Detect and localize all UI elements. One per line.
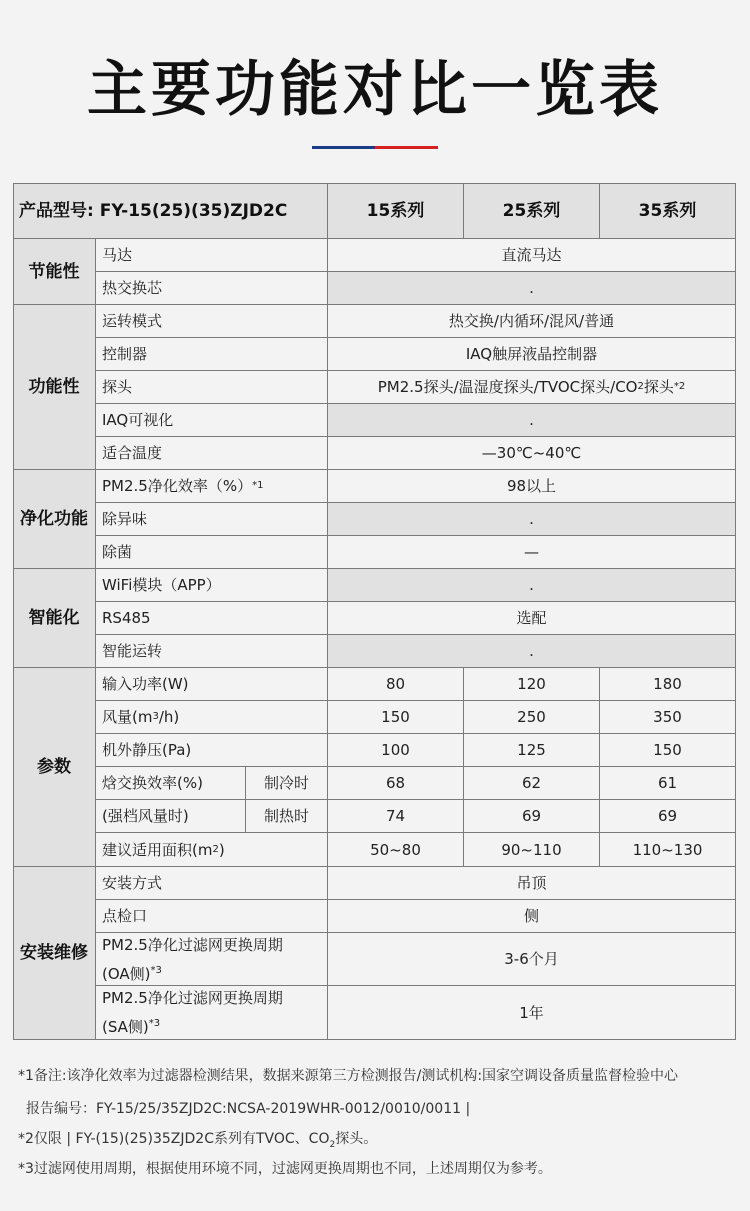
pressure-15: 100 [328, 734, 464, 767]
oa-label-line2: (OA侧) [102, 964, 151, 983]
airflow-label-prefix: 风量(m [102, 708, 153, 726]
row-label-odor: 除异味 [96, 503, 328, 536]
pressure-25: 125 [464, 734, 600, 767]
pm-eff-label-text: PM2.5净化效率（%） [102, 477, 253, 495]
row-value-sa: 1年 [328, 986, 736, 1040]
row-label-pm-eff [96, 470, 328, 503]
airflow-35: 350 [600, 701, 736, 734]
cooling-15: 68 [328, 767, 464, 800]
probe-value-suffix: 探头 [643, 378, 674, 396]
row-value-probe [328, 371, 736, 404]
area-label-suffix: ) [218, 840, 225, 859]
row-value-controller: IAQ触屏液晶控制器 [328, 338, 736, 371]
airflow-label-suffix: /h) [158, 708, 180, 726]
row-label-area [96, 833, 328, 867]
pressure-35: 150 [600, 734, 736, 767]
row-sublabel-heating: 制热时 [246, 800, 328, 833]
row-sublabel-cooling: 制冷时 [246, 767, 328, 800]
row-label-mount: 安装方式 [96, 867, 328, 900]
row-value-pm-eff: 98以上 [328, 470, 736, 503]
row-label-germ: 除菌 [96, 536, 328, 569]
power-15: 80 [328, 668, 464, 701]
page-title: 主要功能对比一览表 [87, 55, 663, 125]
footnote-1-line2: 报告编号：FY-15/25/35ZJD2C:NCSA-2019WHR-0012/0010/0011 | [26, 1101, 471, 1117]
row-label-temp: 适合温度 [96, 437, 328, 470]
row-label-strong-fan: (强档风量时) [96, 800, 246, 833]
airflow-15: 150 [328, 701, 464, 734]
sa-footnote-mark: *3 [148, 1018, 161, 1029]
row-label-probe: 探头 [96, 371, 328, 404]
probe-value-prefix: PM2.5探头/温湿度探头/TVOC探头/CO [377, 378, 638, 396]
area-35: 110~130 [600, 833, 736, 867]
header-25-series: 25系列 [464, 183, 600, 239]
title-underline-blue [312, 146, 375, 149]
row-label-power: 输入功率(W) [96, 668, 328, 701]
footnote-3: *3过滤网使用周期，根据使用环境不同，过滤网更换周期也不同，上述周期仅为参考。 [18, 1161, 552, 1177]
row-label-smartrun: 智能运转 [96, 635, 328, 668]
row-label-iaq: IAQ可视化 [96, 404, 328, 437]
footnote-1-line1: *1备注:该净化效率为过滤器检测结果，数据来源第三方检测报告/测试机构:国家空调设备质量监督检验中心 [18, 1068, 679, 1084]
oa-label-line1: PM2.5净化过滤网更换周期 [102, 935, 283, 954]
airflow-label-sup: 3 [152, 711, 159, 722]
row-label-airflow [96, 701, 328, 734]
header-35-series: 35系列 [600, 183, 736, 239]
row-label-core: 热交换芯 [96, 272, 328, 305]
row-label-enthalpy: 焓交换效率(%) [96, 767, 246, 800]
row-label-pressure: 机外静压(Pa) [96, 734, 328, 767]
row-value-port: 侧 [328, 900, 736, 933]
row-value-smartrun: . [328, 635, 736, 668]
probe-value-subscript: 2 [637, 381, 644, 392]
heating-15: 74 [328, 800, 464, 833]
category-smart: 智能化 [13, 569, 96, 668]
cooling-35: 61 [600, 767, 736, 800]
footnote-2-suffix: 探头。 [335, 1131, 378, 1147]
row-value-iaq: . [328, 404, 736, 437]
row-value-odor: . [328, 503, 736, 536]
header-model: 产品型号: FY-15(25)(35)ZJD2C [13, 183, 328, 239]
row-value-oa: 3-6个月 [328, 933, 736, 986]
sa-label-line1: PM2.5净化过滤网更换周期 [102, 989, 283, 1007]
heating-35: 69 [600, 800, 736, 833]
row-value-core: . [328, 272, 736, 305]
power-25: 120 [464, 668, 600, 701]
row-label-rs485: RS485 [96, 602, 328, 635]
row-value-temp: —30℃~40℃ [328, 437, 736, 470]
footnote-2-prefix: *2仅限 | FY-(15)(25)35ZJD2C系列有TVOC、CO [18, 1131, 330, 1147]
heating-25: 69 [464, 800, 600, 833]
row-label-sa [96, 986, 328, 1040]
category-function: 功能性 [13, 305, 96, 470]
oa-footnote-mark: *3 [150, 964, 162, 976]
footnote-2 [18, 1129, 377, 1155]
category-params: 参数 [13, 668, 96, 867]
area-15: 50~80 [328, 833, 464, 867]
row-label-wifi: WiFi模块（APP） [96, 569, 328, 602]
area-25: 90~110 [464, 833, 600, 867]
cooling-25: 62 [464, 767, 600, 800]
row-label-controller: 控制器 [96, 338, 328, 371]
title-underline-red [375, 146, 438, 149]
row-label-motor: 马达 [96, 239, 328, 272]
footnote-2-subscript: 2 [329, 1139, 336, 1150]
row-value-rs485: 选配 [328, 602, 736, 635]
header-15-series: 15系列 [328, 183, 464, 239]
sa-label-line2: (SA侧) [102, 1018, 149, 1036]
airflow-25: 250 [464, 701, 600, 734]
row-value-motor: 直流马达 [328, 239, 736, 272]
row-value-wifi: . [328, 569, 736, 602]
pm-eff-footnote-mark: *1 [252, 480, 264, 491]
probe-footnote-mark: *2 [673, 381, 686, 392]
row-value-mode: 热交换/内循环/混风/普通 [328, 305, 736, 338]
category-install: 安装维修 [13, 867, 96, 1040]
row-label-port: 点检口 [96, 900, 328, 933]
row-value-germ: — [328, 536, 736, 569]
area-label-sup: 2 [212, 843, 219, 855]
category-purify: 净化功能 [13, 470, 96, 569]
row-label-mode: 运转模式 [96, 305, 328, 338]
category-energy: 节能性 [13, 239, 96, 305]
row-value-mount: 吊顶 [328, 867, 736, 900]
row-label-oa [96, 933, 328, 986]
power-35: 180 [600, 668, 736, 701]
area-label-prefix: 建议适用面积(m [102, 840, 213, 859]
